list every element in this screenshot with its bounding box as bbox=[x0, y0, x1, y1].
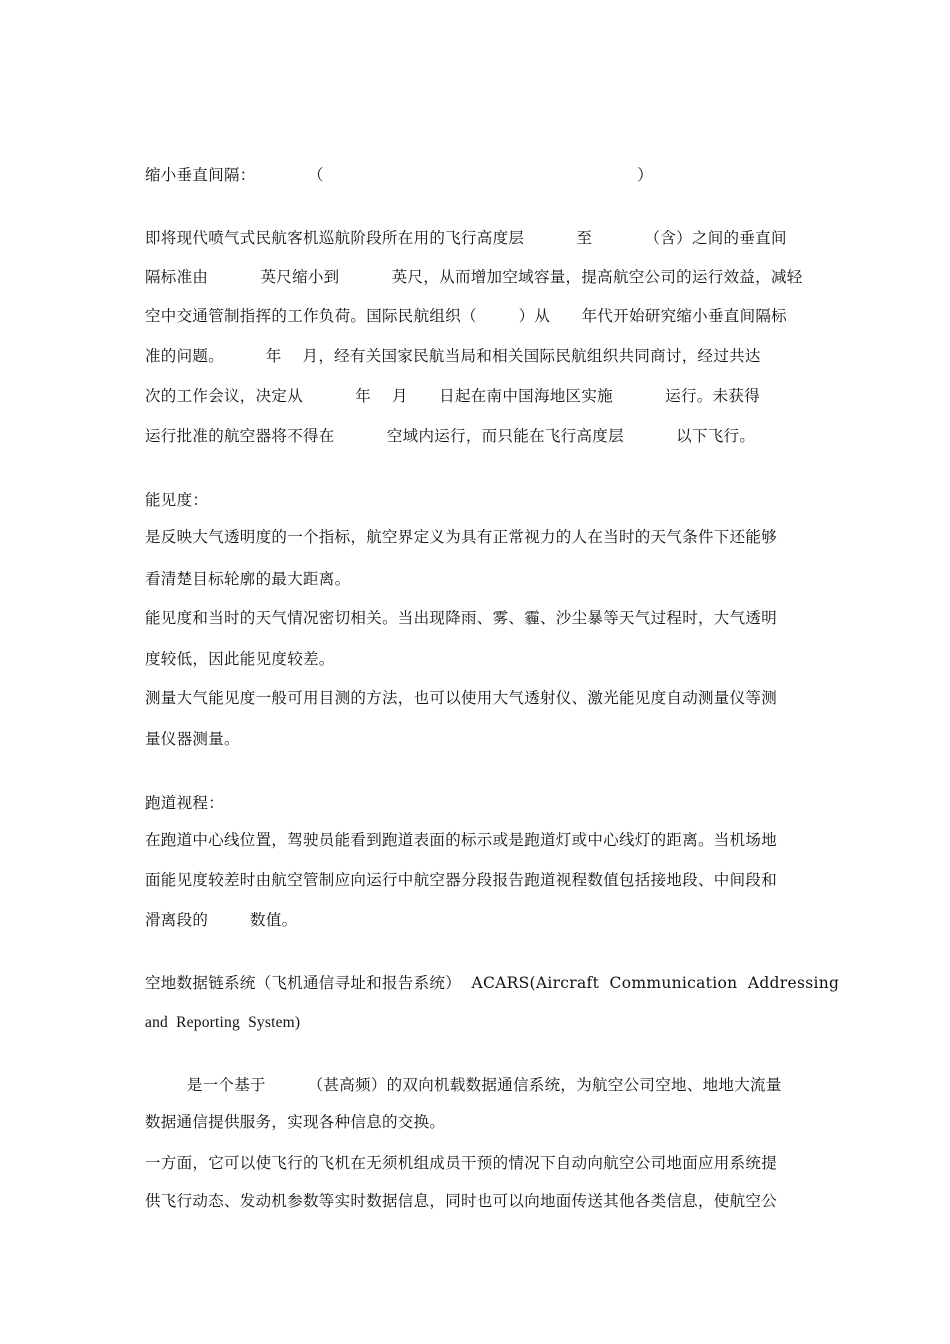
acars-line-3: 一方面，它可以使飞行的飞机在无须机组成员干预的情况下自动向航空公司地面应用系统提 bbox=[145, 1154, 778, 1172]
visibility-line-2: 看清楚目标轮廓的最大距离。 bbox=[145, 570, 351, 588]
rvr-line-1: 在跑道中心线位置，驾驶员能看到跑道表面的标示或是跑道灯或中心线灯的距离。当机场地 bbox=[145, 831, 778, 849]
rvsm-line-5: 次的工作会议，决定从 年 月 日起在南中国海地区实施 运行。未获得 bbox=[145, 387, 761, 405]
rvsm-line-4: 准的问题。 年 月，经有关国家民航当局和相关国际民航组织共同商讨，经过共达 bbox=[145, 347, 761, 365]
acars-heading-line-2: and Reporting System) bbox=[145, 1014, 301, 1031]
rvsm-line-2: 隔标准由 英尺缩小到 英尺，从而增加空域容量，提高航空公司的运行效益，减轻 bbox=[145, 268, 803, 286]
rvsm-heading: 缩小垂直间隔： （ ） bbox=[145, 166, 654, 184]
rvsm-line-3: 空中交通管制指挥的工作负荷。国际民航组织（ ）从 年代开始研究缩小垂直间隔标 bbox=[145, 307, 787, 325]
visibility-line-3: 能见度和当时的天气情况密切相关。当出现降雨、雾、霾、沙尘暴等天气过程时，大气透明 bbox=[145, 609, 778, 627]
visibility-line-4: 度较低，因此能见度较差。 bbox=[145, 650, 335, 668]
rvsm-line-1: 即将现代喷气式民航客机巡航阶段所在用的飞行高度层 至 （含）之间的垂直间 bbox=[145, 229, 787, 247]
rvsm-line-6: 运行批准的航空器将不得在 空域内运行，而只能在飞行高度层 以下飞行。 bbox=[145, 427, 756, 445]
acars-heading-line-1: 空地数据链系统（飞机通信寻址和报告系统） ACARS(Aircraft Communication Addressing bbox=[145, 974, 840, 992]
rvr-heading: 跑道视程： bbox=[145, 794, 225, 812]
visibility-line-6: 量仪器测量。 bbox=[145, 730, 240, 748]
acars-line-1: 是一个基于 （甚高频）的双向机载数据通信系统，为航空公司空地、地地大流量 bbox=[145, 1076, 782, 1094]
acars-line-4: 供飞行动态、发动机参数等实时数据信息，同时也可以向地面传送其他各类信息，使航空公 bbox=[145, 1192, 778, 1210]
acars-line-2: 数据通信提供服务，实现各种信息的交换。 bbox=[145, 1113, 446, 1131]
visibility-line-5: 测量大气能见度一般可用目测的方法，也可以使用大气透射仪、激光能见度自动测量仪等测 bbox=[145, 689, 778, 707]
visibility-line-1: 是反映大气透明度的一个指标，航空界定义为具有正常视力的人在当时的天气条件下还能够 bbox=[145, 528, 778, 546]
rvr-line-3: 滑离段的 数值。 bbox=[145, 911, 298, 929]
rvr-line-2: 面能见度较差时由航空管制应向运行中航空器分段报告跑道视程数值包括接地段、中间段和 bbox=[145, 871, 778, 889]
visibility-heading: 能见度： bbox=[145, 491, 209, 509]
